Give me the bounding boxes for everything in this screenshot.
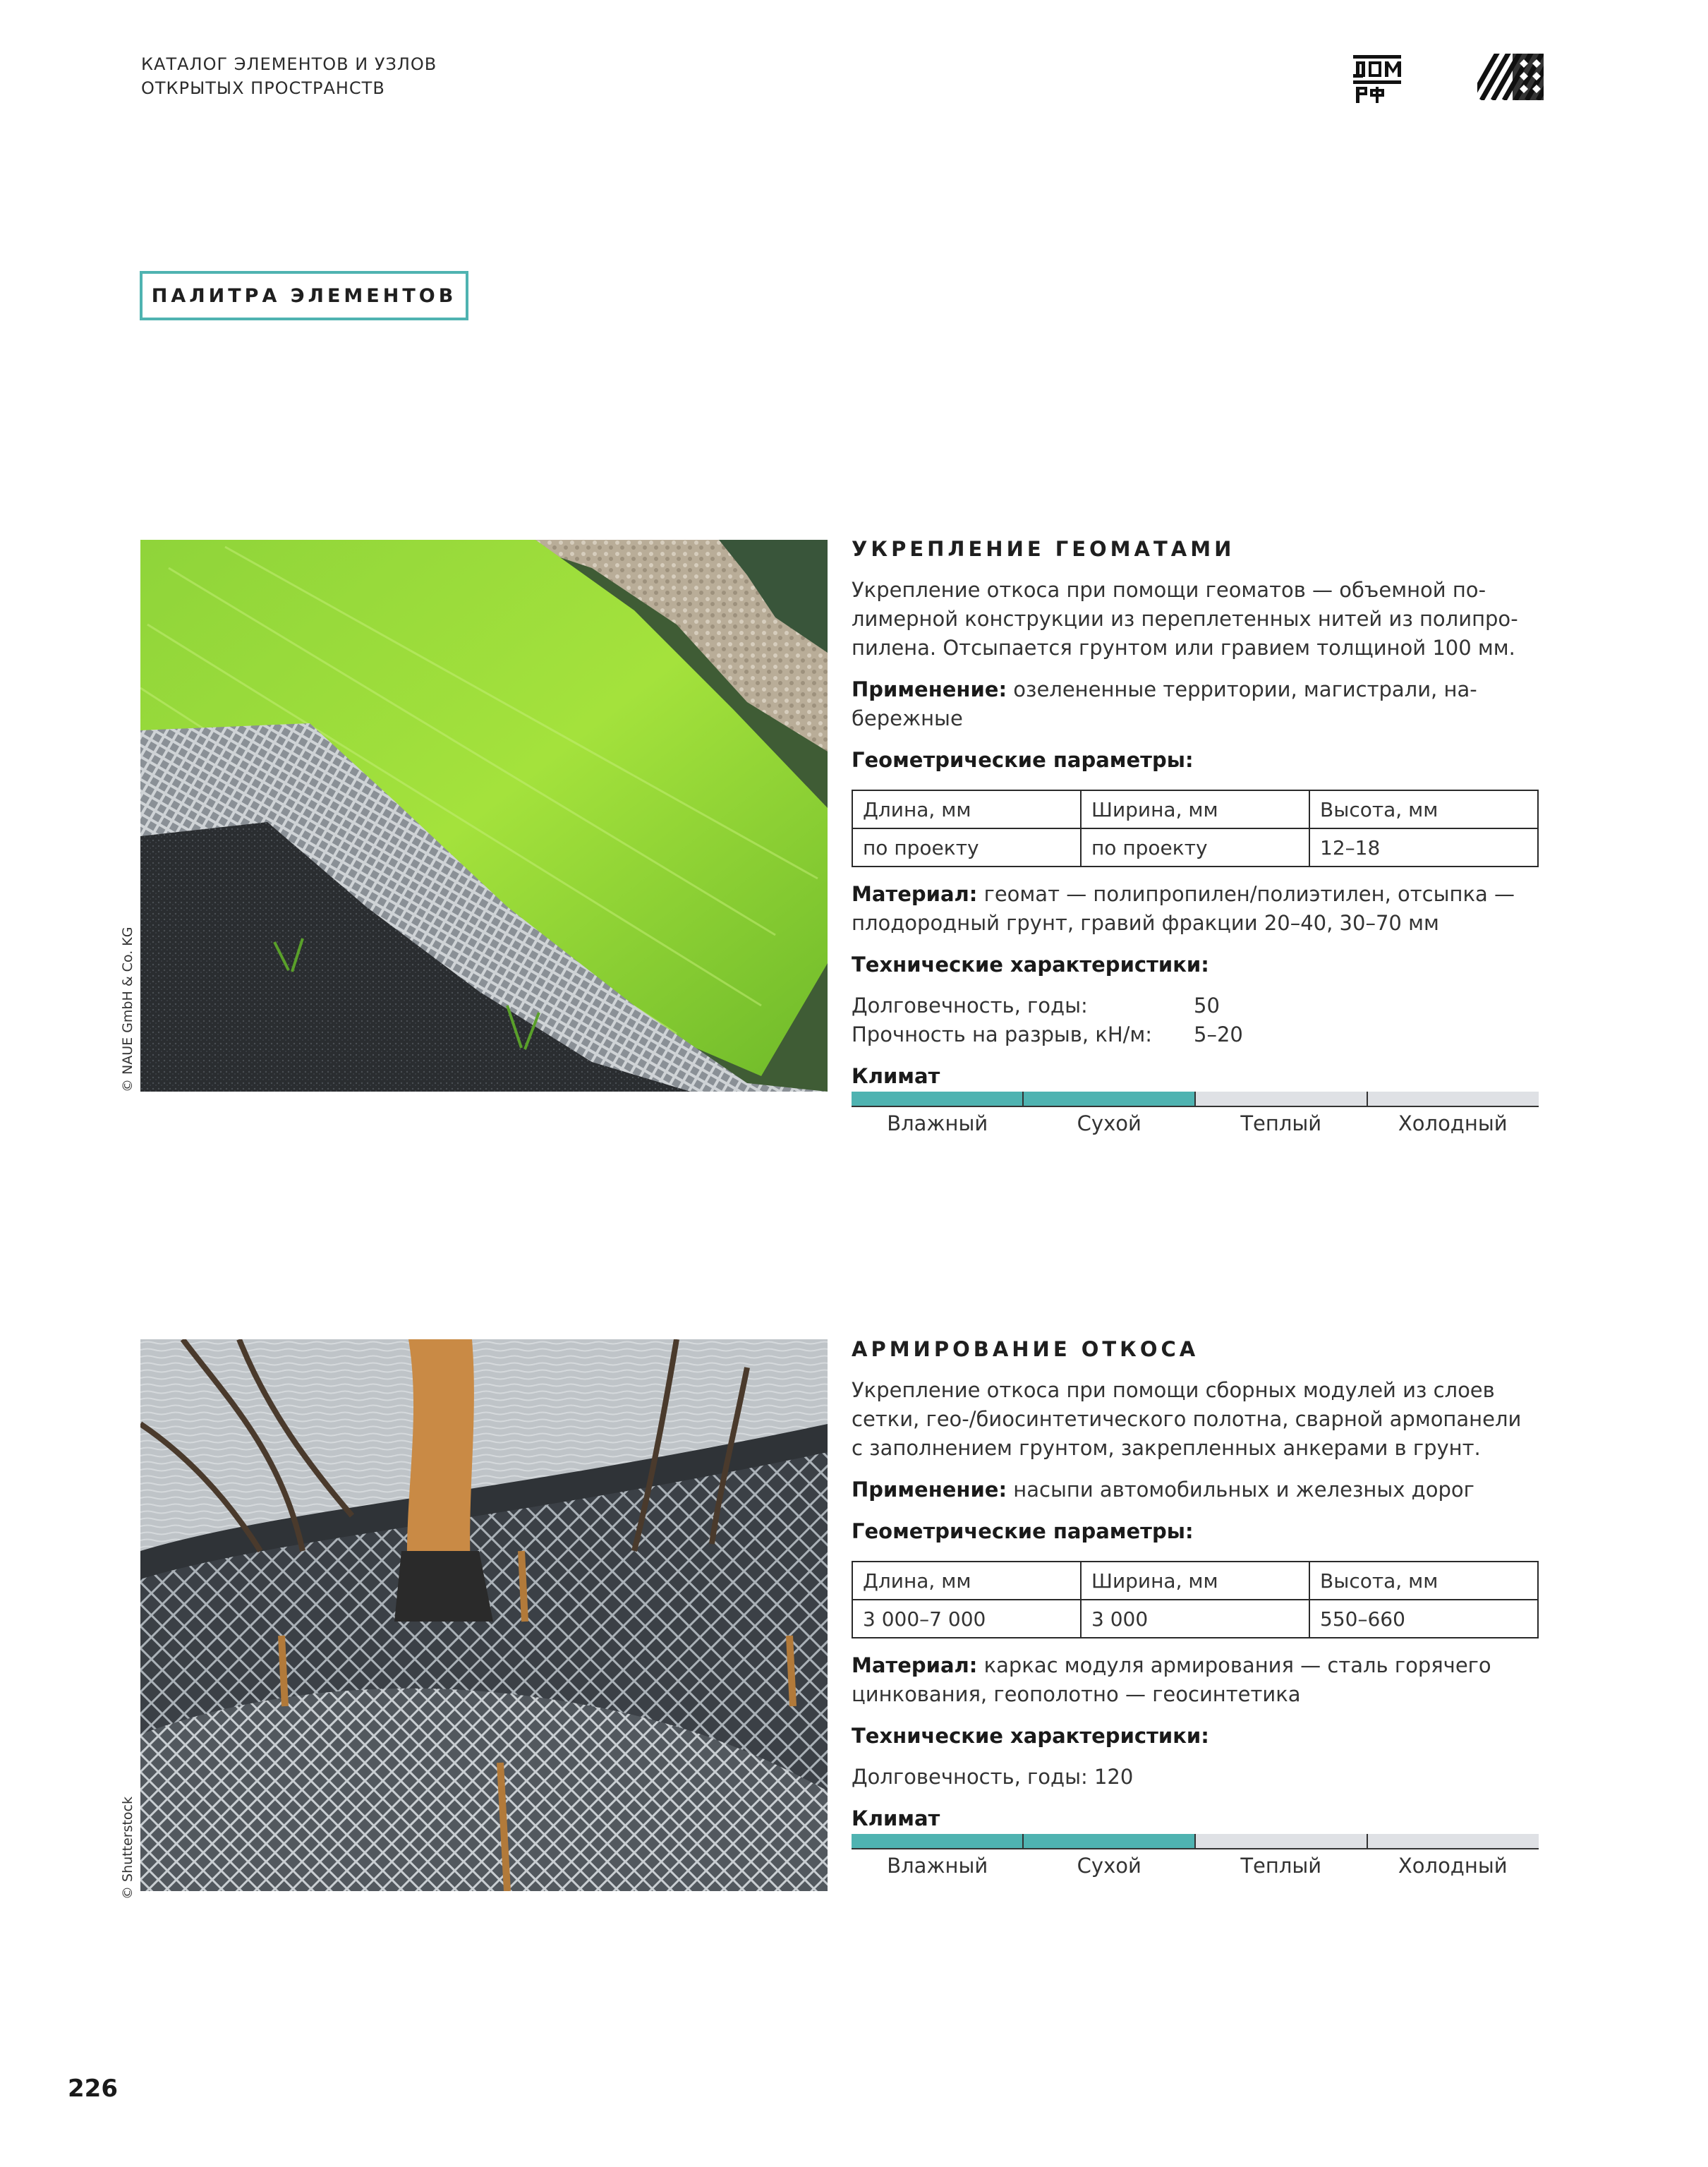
application-label: Применение:: [852, 677, 1007, 701]
climate-label: Влажный: [887, 1111, 988, 1135]
section-description: Укрепление откоса при помощи сборных модулей из слоев сетки, гео-/биосинтетического полотна, сварной армопанели с заполнением грунтом, закрепленных анкерами в грунт.: [852, 1378, 1522, 1460]
climate-bar: [852, 1834, 1539, 1849]
table-cell: 12–18: [1309, 828, 1538, 867]
section-reinforcement: [852, 1335, 1539, 1878]
climate-segment-warm: [1196, 1092, 1368, 1106]
climate-bar: [852, 1092, 1539, 1107]
table-header-row: [852, 1562, 1538, 1600]
table-header-cell: Высота, мм: [1309, 1562, 1538, 1600]
section-title: АРМИРОВАНИЕ ОТКОСА: [852, 1337, 1199, 1361]
table-header-cell: Длина, мм: [852, 1562, 1081, 1600]
climate-segment-humid: [852, 1092, 1024, 1106]
material-value: каркас модуля армирования — сталь горячего цинкования, геополотно — геосинтетика: [852, 1653, 1491, 1706]
application-label: Применение:: [852, 1478, 1007, 1502]
geometry-table: [852, 790, 1539, 867]
climate-title: Климат: [852, 1806, 940, 1830]
climate-label: Холодный: [1398, 1854, 1508, 1878]
application-text: [852, 675, 1539, 733]
section-geomat: [852, 535, 1539, 1135]
catalog-header: [141, 52, 437, 100]
climate-label: Сухой: [1077, 1111, 1141, 1135]
tech-key: Долговечность, годы:: [852, 994, 1088, 1018]
geomat-photo: [140, 540, 828, 1092]
material-text: [852, 880, 1539, 938]
climate-segment-humid: [852, 1834, 1024, 1848]
tech-title: Технические характеристики:: [852, 953, 1209, 977]
climate-segment-dry: [1024, 1834, 1196, 1848]
climate-label: Сухой: [1077, 1854, 1141, 1878]
reinforcement-photo: [140, 1339, 828, 1891]
table-cell: 3 000: [1081, 1600, 1309, 1638]
table-cell: 550–660: [1309, 1600, 1538, 1638]
table-header-cell: Высота, мм: [1309, 790, 1538, 828]
material-label: Материал:: [852, 882, 978, 906]
striped-pattern-logo-icon: [1477, 54, 1544, 100]
climate-label: Влажный: [887, 1854, 988, 1878]
climate-title: Климат: [852, 1064, 940, 1088]
climate-labels: [852, 1854, 1539, 1878]
table-cell: по проекту: [852, 828, 1081, 867]
section-description: Укрепление откоса при помощи геоматов — объемной полимерной конструкции из переплетенных нитей из полипропилена. Отсыпается грунтом или гравием толщиной 100 мм.: [852, 578, 1518, 660]
climate-label: Холодный: [1398, 1111, 1508, 1135]
table-header-row: [852, 790, 1538, 828]
table-header-cell: Ширина, мм: [1081, 1562, 1309, 1600]
tech-title: Технические характеристики:: [852, 1724, 1209, 1748]
palette-label-box: [140, 271, 468, 320]
tech-key: Прочность на разрыв, кН/м:: [852, 1022, 1153, 1046]
table-row: [852, 828, 1538, 867]
material-label: Материал:: [852, 1653, 978, 1677]
geometry-table: [852, 1561, 1539, 1638]
application-value: озелененные территории, магистрали, набережные: [852, 677, 1477, 730]
climate-labels: [852, 1111, 1539, 1135]
application-value: насыпи автомобильных и железных дорог: [1007, 1478, 1474, 1502]
material-value: геомат — полипропилен/полиэтилен, отсыпка — плодородный грунт, гравий фракции 20–40, 30–70 мм: [852, 882, 1515, 935]
table-cell: 3 000–7 000: [852, 1600, 1081, 1638]
palette-label: ПАЛИТРА ЭЛЕМЕНТОВ: [151, 284, 457, 307]
climate-label: Теплый: [1240, 1854, 1322, 1878]
tech-row: [852, 991, 1539, 1020]
geometry-title: Геометрические параметры:: [852, 748, 1194, 772]
geometry-title: Геометрические параметры:: [852, 1519, 1194, 1543]
table-cell: по проекту: [1081, 828, 1309, 867]
tech-value: 5–20: [1194, 1022, 1243, 1046]
table-row: [852, 1600, 1538, 1638]
header-title-line1: КАТАЛОГ ЭЛЕМЕНТОВ И УЗЛОВ: [141, 54, 437, 74]
header-title-line2: ОТКРЫТЫХ ПРОСТРАНСТВ: [141, 78, 385, 98]
photo-credit-shutterstock: © Shutterstock: [120, 1796, 135, 1900]
tech-row: [852, 1020, 1539, 1049]
table-header-cell: Длина, мм: [852, 790, 1081, 828]
photo-credit-naue: © NAUE GmbH & Co. KG: [120, 926, 135, 1092]
climate-segment-cold: [1368, 1834, 1539, 1848]
tech-value: 50: [1194, 994, 1220, 1018]
climate-segment-dry: [1024, 1092, 1196, 1106]
application-text: [852, 1475, 1539, 1504]
climate-segment-cold: [1368, 1092, 1539, 1106]
page-number: 226: [68, 2075, 118, 2103]
tech-line: Долговечность, годы: 120: [852, 1765, 1134, 1789]
dom-rf-logo-icon: [1352, 54, 1403, 104]
tech-list: [852, 991, 1539, 1049]
section-title: УКРЕПЛЕНИЕ ГЕОМАТАМИ: [852, 537, 1235, 561]
material-text: [852, 1651, 1539, 1709]
table-header-cell: Ширина, мм: [1081, 790, 1309, 828]
climate-segment-warm: [1196, 1834, 1368, 1848]
climate-label: Теплый: [1240, 1111, 1322, 1135]
